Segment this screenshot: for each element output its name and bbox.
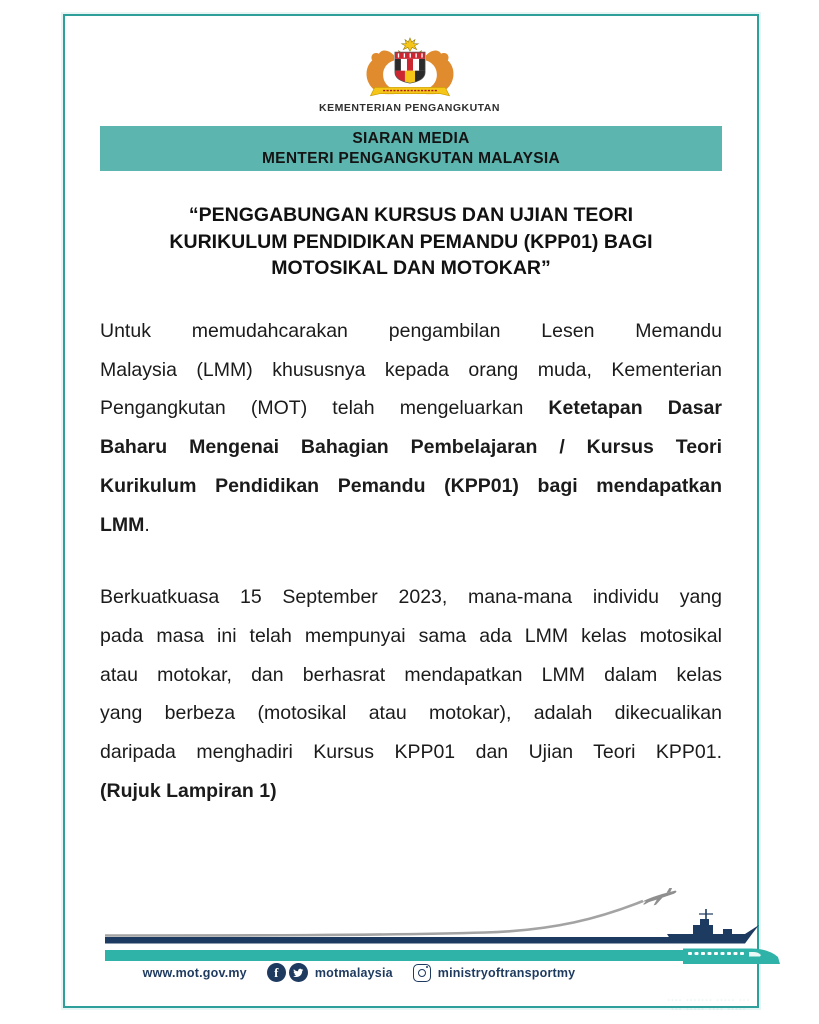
paragraph-line: daripada menghadiri Kursus KPP01 dan Ujian Teori KPP01. [100, 741, 722, 764]
instagram-handle: ministryoftransportmy [437, 965, 576, 980]
twitter-icon [289, 963, 308, 982]
paragraph-line: (Rujuk Lampiran 1) [100, 779, 277, 802]
airplane-icon [640, 888, 678, 908]
ministry-label: KEMENTERIAN PENGANGKUTAN [319, 102, 500, 114]
federal-star-icon [401, 38, 418, 51]
paragraph-line: Pengangkutan (MOT) telah mengeluarkan Ketetapan Dasar [100, 397, 722, 420]
social-handle: motmalaysia [314, 965, 393, 980]
title-line: MOTOSIKAL DAN MOTOKAR” [271, 257, 551, 279]
swoosh-line [105, 901, 643, 936]
footer-transport-art [95, 888, 785, 968]
paragraph-line: pada masa ini telah mempunyai sama ada LMM kelas motosikal [100, 624, 722, 647]
paragraph-line: atau motokar, dan berhasrat mendapatkan LMM dalam kelas [100, 663, 722, 686]
ship-icon [667, 909, 759, 944]
website-url: www.mot.gov.my [142, 965, 247, 980]
title-line: KURIKULUM PENDIDIKAN PEMANDU (KPP01) BAGI [169, 230, 653, 253]
paragraph-line: Untuk memudahcarakan pengambilan Lesen Memandu [100, 320, 722, 342]
paragraph-line: Malaysia (LMM) khususnya kepada orang muda, Kementerian [100, 358, 722, 381]
title-line: “PENGGABUNGAN KURSUS DAN UJIAN TEORI [188, 204, 634, 226]
shield-icon [394, 52, 424, 83]
body-paragraphs [100, 312, 722, 810]
malaysia-coat-of-arms-icon [351, 37, 469, 100]
paragraph-line: LMM. [100, 513, 150, 536]
transport-bar-teal [105, 950, 725, 961]
body-paragraph [100, 312, 722, 544]
footer-info-row [48, 963, 670, 982]
banner-line1: SIARAN MEDIA [352, 129, 470, 147]
paragraph-line: Kurikulum Pendidikan Pemandu (KPP01) bagi mendapatkan [100, 474, 722, 497]
train-icon [683, 949, 780, 965]
banner-line2: MENTERI PENGANGKUTAN MALAYSIA [261, 149, 561, 167]
illegible-watermark: ···· ······· ····· ··· ··· ····· ···· ····· [667, 997, 751, 1013]
media-release-banner [100, 126, 722, 171]
paragraph-line: yang berbeza (motosikal atau motokar), adalah dikecualikan [100, 702, 722, 725]
instagram-icon [413, 964, 431, 982]
crest [0, 37, 819, 100]
transport-bar-navy [105, 937, 725, 944]
facebook-icon: f [267, 963, 286, 982]
page-title [100, 202, 722, 282]
motto-scroll-icon [370, 87, 449, 95]
body-paragraph [100, 578, 722, 810]
paragraph-line: Berkuatkuasa 15 September 2023, mana-mana individu yang [100, 586, 722, 609]
paragraph-line: Baharu Mengenai Bahagian Pembelajaran / Kursus Teori [100, 436, 722, 459]
